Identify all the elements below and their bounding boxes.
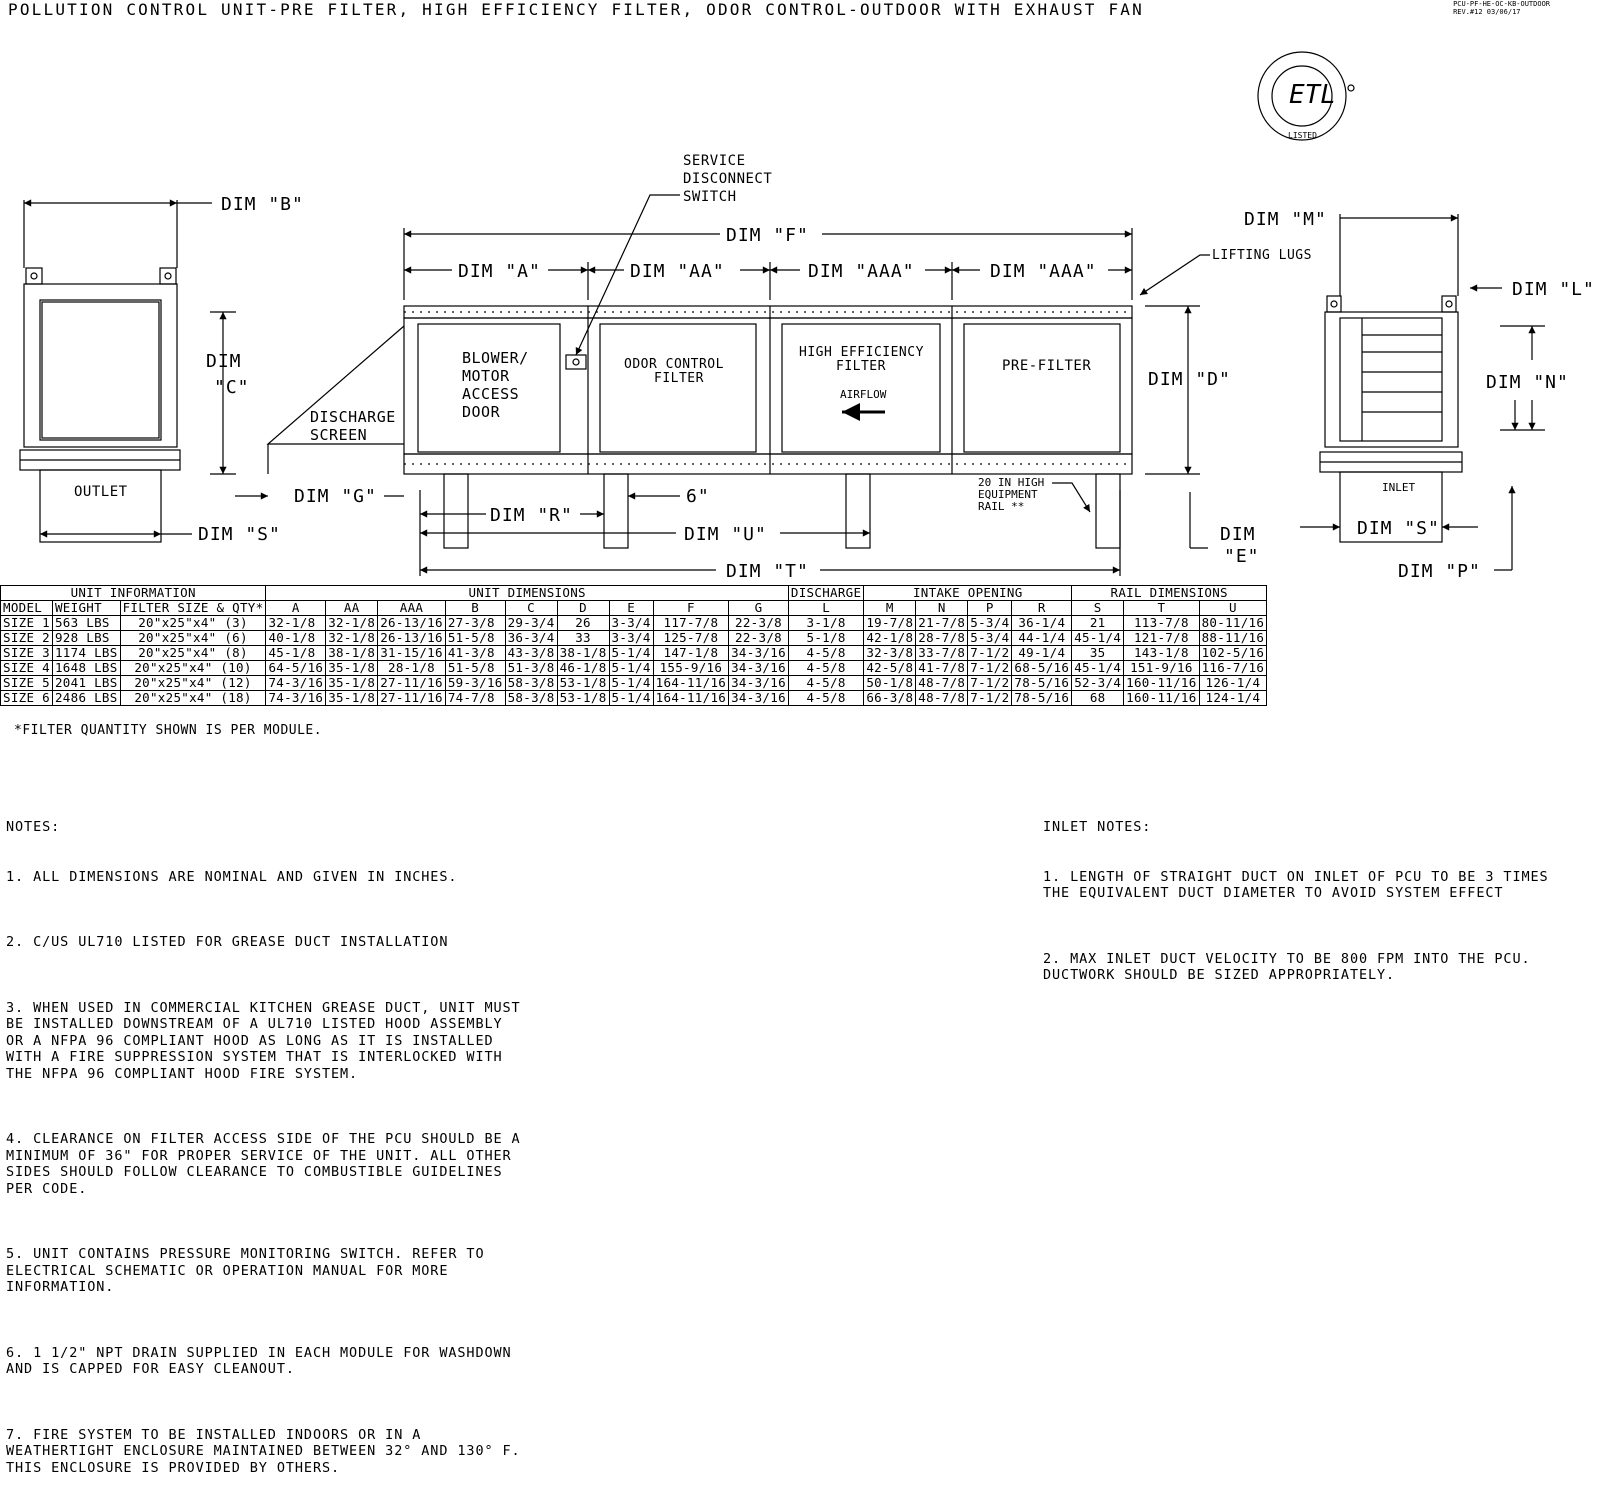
table-cell: 52-3/4	[1072, 676, 1124, 691]
table-cell: 33-7/8	[916, 646, 968, 661]
table-cell: 5-1/4	[609, 646, 653, 661]
dim-f-label: DIM "F"	[726, 225, 809, 246]
table-cell: 48-7/8	[916, 691, 968, 706]
table-cell: 28-1/8	[378, 661, 446, 676]
table-cell: 34-3/16	[729, 676, 789, 691]
blower-label-1: BLOWER/	[462, 349, 529, 367]
table-cell: 160-11/16	[1124, 676, 1199, 691]
table-cell: 4-5/8	[788, 646, 863, 661]
table-cell: 26-13/16	[378, 631, 446, 646]
table-cell: 49-1/4	[1012, 646, 1072, 661]
dim-n-label: DIM "N"	[1486, 372, 1569, 393]
table-cell: 4-5/8	[788, 691, 863, 706]
table-cell: 45-1/4	[1072, 661, 1124, 676]
dim-p-label: DIM "P"	[1398, 561, 1481, 582]
table-cell: 68-5/16	[1012, 661, 1072, 676]
table-group-header: DISCHARGE	[788, 586, 863, 601]
table-cell: 2486 LBS	[52, 691, 120, 706]
table-cell: 32-1/8	[266, 616, 326, 631]
table-cell: 68	[1072, 691, 1124, 706]
table-cell: 1648 LBS	[52, 661, 120, 676]
table-cell: 40-1/8	[266, 631, 326, 646]
table-cell: 31-15/16	[378, 646, 446, 661]
note-item: 5. UNIT CONTAINS PRESSURE MONITORING SWITCH. REFER TO ELECTRICAL SCHEMATIC OR OPERATION MANUAL FOR MORE INFORMATION.	[6, 1246, 485, 1295]
blower-label-2: MOTOR	[462, 367, 510, 385]
table-cell: SIZE 4	[1, 661, 53, 676]
table-row	[1, 661, 1267, 676]
table-group-header: INTAKE OPENING	[864, 586, 1072, 601]
dim-s-right-label: DIM "S"	[1357, 518, 1440, 539]
table-column-header: F	[653, 601, 728, 616]
table-cell: 27-11/16	[378, 691, 446, 706]
table-column-header: D	[557, 601, 609, 616]
service-switch-label-1: SERVICE	[683, 153, 746, 169]
table-cell: 1174 LBS	[52, 646, 120, 661]
table-cell: 5-1/4	[609, 691, 653, 706]
table-group-header: RAIL DIMENSIONS	[1072, 586, 1267, 601]
note-item: 1. ALL DIMENSIONS ARE NOMINAL AND GIVEN IN INCHES.	[6, 868, 458, 885]
table-column-header: E	[609, 601, 653, 616]
outlet-label: OUTLET	[74, 484, 128, 500]
table-cell: 117-7/8	[653, 616, 728, 631]
table-cell: 147-1/8	[653, 646, 728, 661]
table-cell: 58-3/8	[505, 691, 557, 706]
table-cell: 121-7/8	[1124, 631, 1199, 646]
table-cell: 4-5/8	[788, 676, 863, 691]
inlet-notes-heading: INLET NOTES:	[1043, 819, 1152, 835]
table-cell: 102-5/16	[1199, 646, 1267, 661]
table-row	[1, 646, 1267, 661]
table-cell: 88-11/16	[1199, 631, 1267, 646]
lifting-lugs-label: LIFTING LUGS	[1212, 248, 1312, 263]
inlet-notes-section	[1043, 786, 1549, 1016]
table-cell: 53-1/8	[557, 676, 609, 691]
table-column-header: MODEL	[1, 601, 53, 616]
dim-g-label: DIM "G"	[294, 486, 377, 507]
dim-r-label: DIM "R"	[490, 505, 573, 526]
table-cell: SIZE 3	[1, 646, 53, 661]
table-column-header: L	[788, 601, 863, 616]
note-item: 2. C/US UL710 LISTED FOR GREASE DUCT INSTALLATION	[6, 934, 449, 950]
table-cell: 3-1/8	[788, 616, 863, 631]
table-column-header: T	[1124, 601, 1199, 616]
table-cell: 22-3/8	[729, 616, 789, 631]
table-cell: 42-5/8	[864, 661, 916, 676]
table-cell: 7-1/2	[968, 661, 1012, 676]
table-column-header: A	[266, 601, 326, 616]
hef-label-2: FILTER	[836, 359, 886, 374]
inlet-note-item: 1. LENGTH OF STRAIGHT DUCT ON INLET OF PCU TO BE 3 TIMES THE EQUIVALENT DUCT DIAMETER TO AVOID SYSTEM EFFECT	[1043, 868, 1549, 901]
table-column-header: WEIGHT	[52, 601, 120, 616]
table-row	[1, 691, 1267, 706]
table-cell: 44-1/4	[1012, 631, 1072, 646]
outlet-end-view	[20, 200, 236, 542]
table-column-header: M	[864, 601, 916, 616]
table-cell: 5-1/4	[609, 676, 653, 691]
service-switch-label-3: SWITCH	[683, 189, 737, 205]
table-cell: 35-1/8	[326, 691, 378, 706]
table-cell: 26-13/16	[378, 616, 446, 631]
dim-6-label: 6"	[686, 486, 710, 507]
dim-aaa-label-2: DIM "AAA"	[990, 261, 1097, 282]
table-cell: 27-3/8	[445, 616, 505, 631]
table-column-header: S	[1072, 601, 1124, 616]
rail-label-1: 20 IN HIGH	[978, 476, 1045, 489]
dim-c-label-1: DIM	[206, 351, 242, 372]
table-cell: 126-1/4	[1199, 676, 1267, 691]
discharge-screen-label-2: SCREEN	[310, 426, 368, 444]
table-cell: 33	[557, 631, 609, 646]
table-cell: 5-3/4	[968, 616, 1012, 631]
table-cell: 2041 LBS	[52, 676, 120, 691]
dim-a-label: DIM "A"	[458, 261, 541, 282]
table-cell: 51-5/8	[445, 631, 505, 646]
pre-filter-label: PRE-FILTER	[1002, 358, 1092, 374]
table-cell: 29-3/4	[505, 616, 557, 631]
table-cell: 116-7/16	[1199, 661, 1267, 676]
rail-label-3: RAIL **	[978, 500, 1025, 513]
table-cell: 74-3/16	[266, 676, 326, 691]
dim-m-label: DIM "M"	[1244, 209, 1327, 230]
table-group-row	[1, 586, 1267, 601]
dim-e-label-1: DIM	[1220, 524, 1256, 545]
table-cell: 563 LBS	[52, 616, 120, 631]
inlet-label: INLET	[1382, 481, 1416, 494]
table-cell: 51-3/8	[505, 661, 557, 676]
table-cell: 36-1/4	[1012, 616, 1072, 631]
dim-b-label: DIM "B"	[221, 194, 304, 215]
table-column-header: C	[505, 601, 557, 616]
dim-l-label: DIM "L"	[1512, 279, 1595, 300]
table-cell: 74-7/8	[445, 691, 505, 706]
table-column-header: FILTER SIZE & QTY*	[120, 601, 266, 616]
elevation-drawing	[0, 0, 1600, 585]
discharge-screen-label-1: DISCHARGE	[310, 408, 396, 426]
blower-label-3: ACCESS	[462, 385, 520, 403]
table-cell: 20"x25"x4" (8)	[120, 646, 266, 661]
page-title: POLLUTION CONTROL UNIT-PRE FILTER, HIGH EFFICIENCY FILTER, ODOR CONTROL-OUTDOOR WITH EXHAUST FAN	[8, 0, 1144, 19]
table-cell: 48-7/8	[916, 676, 968, 691]
table-cell: 7-1/2	[968, 676, 1012, 691]
table-column-header: R	[1012, 601, 1072, 616]
table-cell: 35	[1072, 646, 1124, 661]
table-cell: 35-1/8	[326, 676, 378, 691]
table-cell: 34-3/16	[729, 691, 789, 706]
dim-u-label: DIM "U"	[684, 524, 767, 545]
table-column-header: U	[1199, 601, 1267, 616]
table-cell: 20"x25"x4" (12)	[120, 676, 266, 691]
table-group-header: UNIT INFORMATION	[1, 586, 266, 601]
odor-control-label-1: ODOR CONTROL	[624, 357, 724, 372]
note-item: 6. 1 1/2" NPT DRAIN SUPPLIED IN EACH MODULE FOR WASHDOWN AND IS CAPPED FOR EASY CLEANOUT.	[6, 1344, 512, 1377]
table-cell: 160-11/16	[1124, 691, 1199, 706]
drawing-number: PCU-PF-HE-OC-KB-OUTDOOR	[1453, 0, 1550, 8]
inlet-note-item: 2. MAX INLET DUCT VELOCITY TO BE 800 FPM INTO THE PCU. DUCTWORK SHOULD BE SIZED APPROPRIATELY.	[1043, 950, 1531, 983]
odor-control-label-2: FILTER	[654, 371, 704, 386]
table-cell: 19-7/8	[864, 616, 916, 631]
table-cell: 21	[1072, 616, 1124, 631]
note-item: 3. WHEN USED IN COMMERCIAL KITCHEN GREASE DUCT, UNIT MUST BE INSTALLED DOWNSTREAM OF A UL710 LISTED HOOD ASSEMBLY OR A NFPA 96 COMPLIANT HOOD AS LONG AS IT IS INSTALLED WITH A FIRE SUPPRESSION SYSTEM THAT IS INTERLOCKED WITH THE NFPA 96 COMPLIANT HOOD FIRE SYSTEM.	[6, 999, 521, 1082]
table-cell: 45-1/8	[266, 646, 326, 661]
revision-date: REV.#12 03/06/17	[1453, 8, 1521, 16]
table-cell: 20"x25"x4" (18)	[120, 691, 266, 706]
table-cell: 32-1/8	[326, 616, 378, 631]
dim-c-label-2: "C"	[214, 377, 250, 398]
table-cell: 35-1/8	[326, 661, 378, 676]
table-cell: 164-11/16	[653, 691, 728, 706]
table-cell: 78-5/16	[1012, 691, 1072, 706]
table-cell: 50-1/8	[864, 676, 916, 691]
table-cell: 43-3/8	[505, 646, 557, 661]
table-cell: 3-3/4	[609, 631, 653, 646]
table-cell: 20"x25"x4" (3)	[120, 616, 266, 631]
table-cell: 21-7/8	[916, 616, 968, 631]
table-cell: SIZE 2	[1, 631, 53, 646]
table-header-row	[1, 601, 1267, 616]
table-cell: 28-7/8	[916, 631, 968, 646]
table-cell: 7-1/2	[968, 646, 1012, 661]
table-cell: 74-3/16	[266, 691, 326, 706]
table-cell: 7-1/2	[968, 691, 1012, 706]
table-column-header: G	[729, 601, 789, 616]
table-cell: 164-11/16	[653, 676, 728, 691]
table-cell: 113-7/8	[1124, 616, 1199, 631]
table-column-header: P	[968, 601, 1012, 616]
table-cell: 51-5/8	[445, 661, 505, 676]
table-cell: 928 LBS	[52, 631, 120, 646]
table-cell: 5-1/8	[788, 631, 863, 646]
rail-label-2: EQUIPMENT	[978, 488, 1038, 501]
table-row	[1, 631, 1267, 646]
table-cell: 5-3/4	[968, 631, 1012, 646]
table-cell: 36-3/4	[505, 631, 557, 646]
table-cell: SIZE 1	[1, 616, 53, 631]
etl-ring-text: LISTED	[1288, 131, 1317, 140]
table-cell: 143-1/8	[1124, 646, 1199, 661]
table-cell: 66-3/8	[864, 691, 916, 706]
table-cell: 155-9/16	[653, 661, 728, 676]
blower-label-4: DOOR	[462, 403, 501, 421]
table-cell: SIZE 5	[1, 676, 53, 691]
table-cell: 41-3/8	[445, 646, 505, 661]
table-cell: SIZE 6	[1, 691, 53, 706]
notes-heading: NOTES:	[6, 819, 61, 835]
notes-section	[6, 786, 521, 1509]
hef-label-1: HIGH EFFICIENCY	[799, 345, 924, 360]
service-switch-label-2: DISCONNECT	[683, 171, 773, 187]
filter-footnote: *FILTER QUANTITY SHOWN IS PER MODULE.	[14, 723, 323, 738]
table-cell: 3-3/4	[609, 616, 653, 631]
table-cell: 26	[557, 616, 609, 631]
table-cell: 125-7/8	[653, 631, 728, 646]
table-group-header: UNIT DIMENSIONS	[266, 586, 788, 601]
dim-d-label: DIM "D"	[1148, 369, 1231, 390]
airflow-label: AIRFLOW	[840, 388, 887, 401]
dim-aa-label: DIM "AA"	[630, 261, 725, 282]
table-cell: 32-1/8	[326, 631, 378, 646]
table-cell: 34-3/16	[729, 661, 789, 676]
table-cell: 46-1/8	[557, 661, 609, 676]
note-item: 7. FIRE SYSTEM TO BE INSTALLED INDOORS OR IN A WEATHERTIGHT ENCLOSURE MAINTAINED BETWEEN 32° AND 130° F. THIS ENCLOSURE IS PROVIDED BY OTHERS.	[6, 1426, 521, 1476]
etl-letters: ETL	[1289, 80, 1336, 110]
dim-t-label: DIM "T"	[726, 561, 809, 582]
table-cell: 64-5/16	[266, 661, 326, 676]
table-cell: 22-3/8	[729, 631, 789, 646]
table-cell: 58-3/8	[505, 676, 557, 691]
table-cell: 38-1/8	[557, 646, 609, 661]
table-cell: 78-5/16	[1012, 676, 1072, 691]
table-cell: 151-9/16	[1124, 661, 1199, 676]
table-cell: 45-1/4	[1072, 631, 1124, 646]
table-column-header: N	[916, 601, 968, 616]
table-column-header: AAA	[378, 601, 446, 616]
dim-e-label-2: "E"	[1224, 546, 1260, 567]
table-cell: 4-5/8	[788, 661, 863, 676]
table-cell: 27-11/16	[378, 676, 446, 691]
table-cell: 5-1/4	[609, 661, 653, 676]
main-side-view	[235, 195, 1210, 576]
table-cell: 34-3/16	[729, 646, 789, 661]
dim-s-left-label: DIM "S"	[198, 524, 281, 545]
table-cell: 124-1/4	[1199, 691, 1267, 706]
table-column-header: AA	[326, 601, 378, 616]
table-cell: 38-1/8	[326, 646, 378, 661]
table-cell: 32-3/8	[864, 646, 916, 661]
table-cell: 20"x25"x4" (10)	[120, 661, 266, 676]
table-row	[1, 616, 1267, 631]
note-item: 4. CLEARANCE ON FILTER ACCESS SIDE OF THE PCU SHOULD BE A MINIMUM OF 36" FOR PROPER SERVICE OF THE UNIT. ALL OTHER SIDES SHOULD FOLLOW CLEARANCE TO COMBUSTIBLE GUIDELINES PER CODE.	[6, 1131, 521, 1197]
table-row	[1, 676, 1267, 691]
table-cell: 41-7/8	[916, 661, 968, 676]
dimension-table	[0, 585, 1267, 706]
table-cell: 53-1/8	[557, 691, 609, 706]
table-cell: 42-1/8	[864, 631, 916, 646]
table-column-header: B	[445, 601, 505, 616]
table-cell: 80-11/16	[1199, 616, 1267, 631]
table-cell: 59-3/16	[445, 676, 505, 691]
dim-aaa-label-1: DIM "AAA"	[808, 261, 915, 282]
table-cell: 20"x25"x4" (6)	[120, 631, 266, 646]
